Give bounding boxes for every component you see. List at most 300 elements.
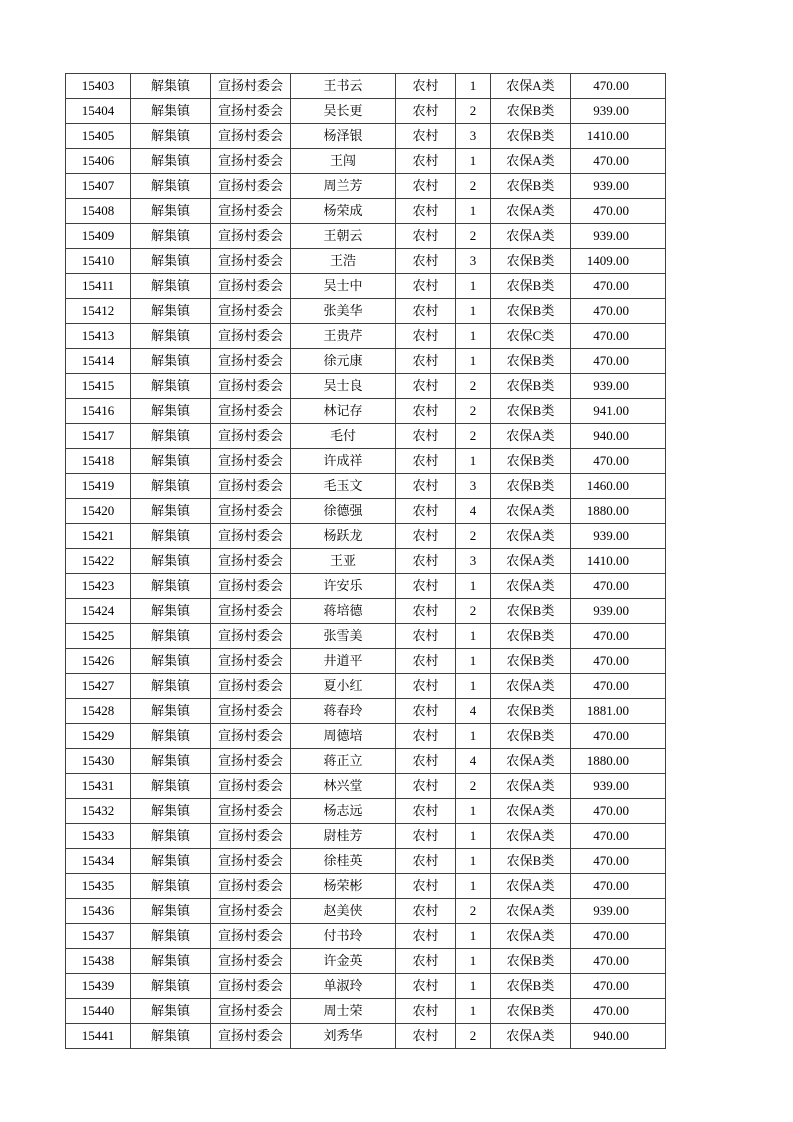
cell-village: 宣扬村委会 [211, 774, 291, 799]
cell-id: 15404 [66, 99, 131, 124]
cell-amount: 470.00 [571, 999, 666, 1024]
cell-id: 15407 [66, 174, 131, 199]
cell-amount: 940.00 [571, 424, 666, 449]
cell-village: 宣扬村委会 [211, 299, 291, 324]
cell-count: 3 [456, 124, 491, 149]
cell-name: 井道平 [291, 649, 396, 674]
cell-residence: 农村 [396, 824, 456, 849]
cell-category: 农保A类 [491, 149, 571, 174]
cell-id: 15408 [66, 199, 131, 224]
cell-residence: 农村 [396, 599, 456, 624]
cell-village: 宣扬村委会 [211, 199, 291, 224]
cell-id: 15435 [66, 874, 131, 899]
cell-amount: 470.00 [571, 949, 666, 974]
cell-count: 4 [456, 699, 491, 724]
cell-name: 蒋培德 [291, 599, 396, 624]
cell-count: 1 [456, 299, 491, 324]
cell-count: 2 [456, 424, 491, 449]
cell-amount: 470.00 [571, 874, 666, 899]
cell-residence: 农村 [396, 249, 456, 274]
cell-category: 农保A类 [491, 674, 571, 699]
cell-town: 解集镇 [131, 274, 211, 299]
cell-town: 解集镇 [131, 924, 211, 949]
cell-id: 15437 [66, 924, 131, 949]
cell-amount: 470.00 [571, 624, 666, 649]
cell-amount: 470.00 [571, 724, 666, 749]
cell-id: 15417 [66, 424, 131, 449]
table-row [66, 399, 666, 424]
cell-amount: 470.00 [571, 299, 666, 324]
cell-residence: 农村 [396, 349, 456, 374]
table-row [66, 774, 666, 799]
cell-town: 解集镇 [131, 449, 211, 474]
cell-count: 3 [456, 249, 491, 274]
cell-category: 农保B类 [491, 374, 571, 399]
cell-count: 1 [456, 349, 491, 374]
cell-id: 15441 [66, 1024, 131, 1049]
cell-category: 农保B类 [491, 449, 571, 474]
cell-town: 解集镇 [131, 399, 211, 424]
cell-category: 农保A类 [491, 774, 571, 799]
cell-town: 解集镇 [131, 974, 211, 999]
cell-count: 1 [456, 799, 491, 824]
cell-village: 宣扬村委会 [211, 899, 291, 924]
cell-category: 农保B类 [491, 474, 571, 499]
cell-village: 宣扬村委会 [211, 449, 291, 474]
cell-name: 徐桂英 [291, 849, 396, 874]
cell-residence: 农村 [396, 799, 456, 824]
cell-name: 周士荣 [291, 999, 396, 1024]
cell-name: 许金英 [291, 949, 396, 974]
cell-id: 15431 [66, 774, 131, 799]
cell-name: 徐元康 [291, 349, 396, 374]
table-row [66, 724, 666, 749]
cell-village: 宣扬村委会 [211, 499, 291, 524]
cell-id: 15403 [66, 74, 131, 99]
cell-category: 农保B类 [491, 649, 571, 674]
cell-count: 1 [456, 624, 491, 649]
cell-residence: 农村 [396, 1024, 456, 1049]
cell-amount: 939.00 [571, 899, 666, 924]
cell-id: 15406 [66, 149, 131, 174]
cell-town: 解集镇 [131, 299, 211, 324]
cell-name: 蒋正立 [291, 749, 396, 774]
cell-amount: 470.00 [571, 649, 666, 674]
cell-count: 1 [456, 724, 491, 749]
cell-name: 吴士良 [291, 374, 396, 399]
cell-id: 15436 [66, 899, 131, 924]
cell-residence: 农村 [396, 224, 456, 249]
cell-id: 15434 [66, 849, 131, 874]
cell-id: 15412 [66, 299, 131, 324]
cell-name: 徐德强 [291, 499, 396, 524]
cell-residence: 农村 [396, 174, 456, 199]
cell-id: 15410 [66, 249, 131, 274]
cell-id: 15423 [66, 574, 131, 599]
cell-town: 解集镇 [131, 1024, 211, 1049]
cell-id: 15413 [66, 324, 131, 349]
cell-id: 15409 [66, 224, 131, 249]
cell-id: 15419 [66, 474, 131, 499]
cell-residence: 农村 [396, 774, 456, 799]
cell-name: 尉桂芳 [291, 824, 396, 849]
cell-village: 宣扬村委会 [211, 849, 291, 874]
cell-name: 王亚 [291, 549, 396, 574]
cell-residence: 农村 [396, 149, 456, 174]
table-body [66, 74, 666, 1049]
cell-town: 解集镇 [131, 249, 211, 274]
cell-id: 15421 [66, 524, 131, 549]
cell-id: 15439 [66, 974, 131, 999]
cell-village: 宣扬村委会 [211, 174, 291, 199]
table-row [66, 174, 666, 199]
cell-village: 宣扬村委会 [211, 524, 291, 549]
table-row [66, 274, 666, 299]
cell-residence: 农村 [396, 299, 456, 324]
cell-village: 宣扬村委会 [211, 399, 291, 424]
cell-amount: 939.00 [571, 374, 666, 399]
cell-town: 解集镇 [131, 549, 211, 574]
cell-village: 宣扬村委会 [211, 974, 291, 999]
cell-residence: 农村 [396, 899, 456, 924]
cell-count: 1 [456, 649, 491, 674]
cell-residence: 农村 [396, 949, 456, 974]
cell-residence: 农村 [396, 199, 456, 224]
cell-count: 3 [456, 549, 491, 574]
table-row [66, 949, 666, 974]
table-row [66, 674, 666, 699]
cell-name: 杨跃龙 [291, 524, 396, 549]
cell-amount: 470.00 [571, 674, 666, 699]
cell-residence: 农村 [396, 649, 456, 674]
cell-amount: 470.00 [571, 274, 666, 299]
cell-count: 1 [456, 674, 491, 699]
table-row [66, 99, 666, 124]
cell-residence: 农村 [396, 699, 456, 724]
cell-amount: 940.00 [571, 1024, 666, 1049]
cell-category: 农保A类 [491, 1024, 571, 1049]
cell-count: 1 [456, 74, 491, 99]
table-row [66, 349, 666, 374]
cell-town: 解集镇 [131, 699, 211, 724]
cell-town: 解集镇 [131, 724, 211, 749]
cell-town: 解集镇 [131, 424, 211, 449]
cell-category: 农保B类 [491, 724, 571, 749]
cell-town: 解集镇 [131, 474, 211, 499]
table-row [66, 249, 666, 274]
cell-town: 解集镇 [131, 149, 211, 174]
cell-town: 解集镇 [131, 324, 211, 349]
table-row [66, 424, 666, 449]
cell-count: 4 [456, 499, 491, 524]
cell-village: 宣扬村委会 [211, 474, 291, 499]
cell-town: 解集镇 [131, 524, 211, 549]
cell-village: 宣扬村委会 [211, 349, 291, 374]
cell-count: 1 [456, 874, 491, 899]
cell-town: 解集镇 [131, 224, 211, 249]
cell-amount: 470.00 [571, 974, 666, 999]
cell-village: 宣扬村委会 [211, 249, 291, 274]
cell-name: 许安乐 [291, 574, 396, 599]
cell-amount: 1460.00 [571, 474, 666, 499]
cell-amount: 470.00 [571, 199, 666, 224]
cell-category: 农保B类 [491, 299, 571, 324]
cell-residence: 农村 [396, 499, 456, 524]
table-row [66, 824, 666, 849]
cell-amount: 470.00 [571, 849, 666, 874]
cell-id: 15420 [66, 499, 131, 524]
cell-count: 2 [456, 399, 491, 424]
cell-village: 宣扬村委会 [211, 724, 291, 749]
cell-category: 农保A类 [491, 74, 571, 99]
cell-name: 吴士中 [291, 274, 396, 299]
table-row [66, 149, 666, 174]
cell-village: 宣扬村委会 [211, 924, 291, 949]
cell-category: 农保A类 [491, 574, 571, 599]
cell-category: 农保C类 [491, 324, 571, 349]
cell-town: 解集镇 [131, 124, 211, 149]
cell-count: 1 [456, 824, 491, 849]
cell-amount: 939.00 [571, 524, 666, 549]
cell-count: 1 [456, 324, 491, 349]
cell-village: 宣扬村委会 [211, 624, 291, 649]
table-row [66, 524, 666, 549]
cell-town: 解集镇 [131, 899, 211, 924]
cell-village: 宣扬村委会 [211, 799, 291, 824]
cell-id: 15429 [66, 724, 131, 749]
cell-count: 1 [456, 949, 491, 974]
cell-town: 解集镇 [131, 199, 211, 224]
cell-count: 1 [456, 924, 491, 949]
cell-id: 15432 [66, 799, 131, 824]
cell-village: 宣扬村委会 [211, 324, 291, 349]
table-row [66, 1024, 666, 1049]
cell-residence: 农村 [396, 74, 456, 99]
cell-amount: 470.00 [571, 324, 666, 349]
cell-amount: 470.00 [571, 824, 666, 849]
cell-residence: 农村 [396, 374, 456, 399]
cell-village: 宣扬村委会 [211, 599, 291, 624]
cell-residence: 农村 [396, 449, 456, 474]
cell-name: 付书玲 [291, 924, 396, 949]
table-row [66, 499, 666, 524]
table-row [66, 574, 666, 599]
cell-name: 杨荣成 [291, 199, 396, 224]
cell-count: 3 [456, 474, 491, 499]
cell-amount: 470.00 [571, 349, 666, 374]
cell-name: 杨泽银 [291, 124, 396, 149]
cell-category: 农保A类 [491, 549, 571, 574]
table-row [66, 974, 666, 999]
cell-amount: 1880.00 [571, 749, 666, 774]
cell-village: 宣扬村委会 [211, 124, 291, 149]
cell-category: 农保B类 [491, 124, 571, 149]
cell-category: 农保A类 [491, 224, 571, 249]
table-row [66, 199, 666, 224]
cell-name: 张雪美 [291, 624, 396, 649]
cell-id: 15415 [66, 374, 131, 399]
cell-amount: 470.00 [571, 799, 666, 824]
cell-name: 杨志远 [291, 799, 396, 824]
table-row [66, 599, 666, 624]
table-row [66, 849, 666, 874]
cell-id: 15440 [66, 999, 131, 1024]
cell-id: 15416 [66, 399, 131, 424]
cell-category: 农保B类 [491, 249, 571, 274]
cell-residence: 农村 [396, 324, 456, 349]
cell-category: 农保B类 [491, 999, 571, 1024]
cell-name: 张美华 [291, 299, 396, 324]
cell-name: 王闯 [291, 149, 396, 174]
table-row [66, 799, 666, 824]
cell-amount: 939.00 [571, 774, 666, 799]
table-row [66, 324, 666, 349]
cell-category: 农保B类 [491, 99, 571, 124]
cell-town: 解集镇 [131, 649, 211, 674]
cell-village: 宣扬村委会 [211, 549, 291, 574]
cell-name: 王贵芹 [291, 324, 396, 349]
cell-count: 1 [456, 574, 491, 599]
cell-residence: 农村 [396, 124, 456, 149]
cell-id: 15422 [66, 549, 131, 574]
cell-residence: 农村 [396, 399, 456, 424]
cell-name: 周德培 [291, 724, 396, 749]
cell-id: 15430 [66, 749, 131, 774]
cell-count: 1 [456, 274, 491, 299]
cell-count: 2 [456, 899, 491, 924]
cell-category: 农保B类 [491, 949, 571, 974]
cell-residence: 农村 [396, 974, 456, 999]
cell-town: 解集镇 [131, 499, 211, 524]
table-row [66, 924, 666, 949]
cell-name: 蒋春玲 [291, 699, 396, 724]
table-row [66, 124, 666, 149]
cell-town: 解集镇 [131, 624, 211, 649]
table-row [66, 649, 666, 674]
cell-town: 解集镇 [131, 674, 211, 699]
cell-name: 赵美侠 [291, 899, 396, 924]
cell-village: 宣扬村委会 [211, 74, 291, 99]
cell-category: 农保A类 [491, 524, 571, 549]
cell-name: 周兰芳 [291, 174, 396, 199]
cell-count: 1 [456, 849, 491, 874]
cell-category: 农保A类 [491, 824, 571, 849]
cell-count: 4 [456, 749, 491, 774]
cell-residence: 农村 [396, 924, 456, 949]
cell-village: 宣扬村委会 [211, 674, 291, 699]
cell-residence: 农村 [396, 724, 456, 749]
table-row [66, 374, 666, 399]
cell-name: 林兴堂 [291, 774, 396, 799]
cell-id: 15438 [66, 949, 131, 974]
cell-name: 毛玉文 [291, 474, 396, 499]
cell-residence: 农村 [396, 849, 456, 874]
cell-village: 宣扬村委会 [211, 424, 291, 449]
cell-village: 宣扬村委会 [211, 874, 291, 899]
cell-town: 解集镇 [131, 874, 211, 899]
cell-residence: 农村 [396, 474, 456, 499]
cell-amount: 470.00 [571, 449, 666, 474]
cell-category: 农保B类 [491, 349, 571, 374]
cell-category: 农保B类 [491, 174, 571, 199]
cell-village: 宣扬村委会 [211, 999, 291, 1024]
table-row [66, 749, 666, 774]
cell-id: 15433 [66, 824, 131, 849]
cell-residence: 农村 [396, 274, 456, 299]
cell-village: 宣扬村委会 [211, 574, 291, 599]
cell-amount: 470.00 [571, 574, 666, 599]
cell-residence: 农村 [396, 549, 456, 574]
table-row [66, 874, 666, 899]
table-row [66, 999, 666, 1024]
cell-residence: 农村 [396, 749, 456, 774]
cell-category: 农保B类 [491, 274, 571, 299]
cell-category: 农保A类 [491, 924, 571, 949]
cell-amount: 1881.00 [571, 699, 666, 724]
cell-amount: 470.00 [571, 74, 666, 99]
cell-village: 宣扬村委会 [211, 374, 291, 399]
cell-village: 宣扬村委会 [211, 824, 291, 849]
cell-category: 农保B类 [491, 699, 571, 724]
cell-id: 15418 [66, 449, 131, 474]
cell-amount: 1880.00 [571, 499, 666, 524]
table-row [66, 224, 666, 249]
cell-count: 1 [456, 974, 491, 999]
table-row [66, 474, 666, 499]
cell-count: 2 [456, 174, 491, 199]
cell-id: 15428 [66, 699, 131, 724]
cell-amount: 941.00 [571, 399, 666, 424]
cell-category: 农保B类 [491, 624, 571, 649]
table-row [66, 699, 666, 724]
cell-id: 15425 [66, 624, 131, 649]
cell-count: 2 [456, 774, 491, 799]
cell-count: 2 [456, 99, 491, 124]
cell-count: 2 [456, 599, 491, 624]
cell-town: 解集镇 [131, 349, 211, 374]
cell-amount: 1409.00 [571, 249, 666, 274]
cell-village: 宣扬村委会 [211, 649, 291, 674]
cell-category: 农保B类 [491, 399, 571, 424]
cell-name: 王浩 [291, 249, 396, 274]
cell-residence: 农村 [396, 624, 456, 649]
cell-residence: 农村 [396, 99, 456, 124]
cell-category: 农保A类 [491, 424, 571, 449]
cell-count: 2 [456, 374, 491, 399]
cell-name: 夏小红 [291, 674, 396, 699]
cell-category: 农保A类 [491, 199, 571, 224]
cell-amount: 939.00 [571, 224, 666, 249]
cell-town: 解集镇 [131, 574, 211, 599]
cell-amount: 939.00 [571, 99, 666, 124]
cell-village: 宣扬村委会 [211, 224, 291, 249]
cell-town: 解集镇 [131, 74, 211, 99]
cell-category: 农保B类 [491, 849, 571, 874]
cell-count: 2 [456, 1024, 491, 1049]
cell-category: 农保B类 [491, 599, 571, 624]
cell-town: 解集镇 [131, 999, 211, 1024]
cell-id: 15411 [66, 274, 131, 299]
cell-town: 解集镇 [131, 774, 211, 799]
cell-amount: 1410.00 [571, 549, 666, 574]
cell-name: 毛付 [291, 424, 396, 449]
cell-count: 1 [456, 999, 491, 1024]
cell-id: 15405 [66, 124, 131, 149]
cell-id: 15427 [66, 674, 131, 699]
cell-category: 农保B类 [491, 974, 571, 999]
cell-amount: 470.00 [571, 924, 666, 949]
cell-residence: 农村 [396, 574, 456, 599]
